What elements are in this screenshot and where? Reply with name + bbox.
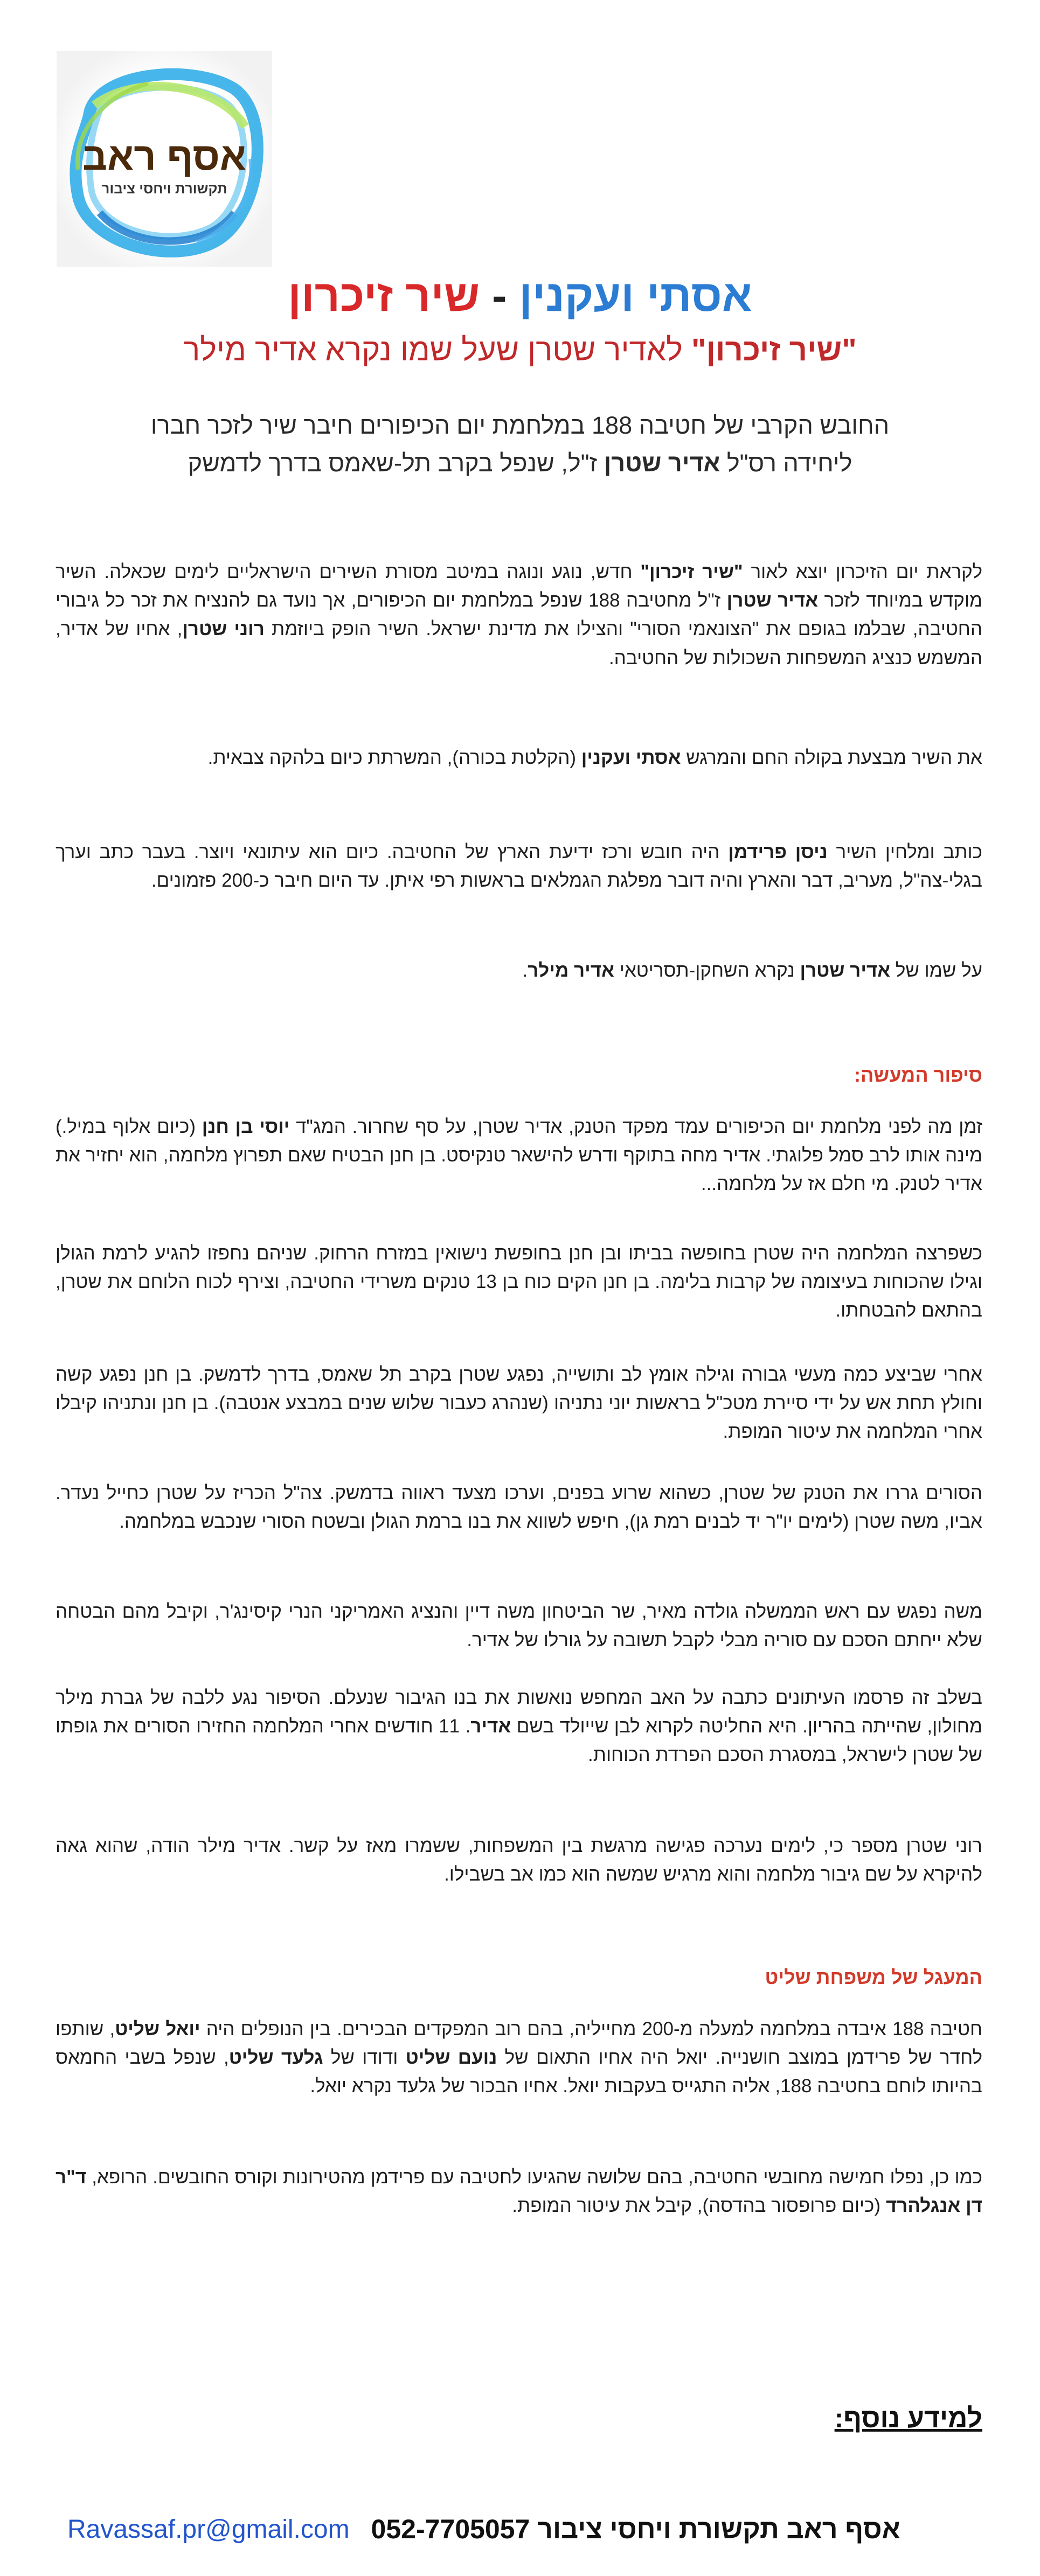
contact-email-link[interactable]: Ravassaf.pr@gmail.com xyxy=(67,2515,350,2544)
p10-text-c: . 11 חודשים אחרי המלחמה החזירו הסורים את גופתו של שטרן לישראל, במסגרת הסכם הפרדת הכוחות. xyxy=(56,1716,982,1766)
headline-song: שיר זיכרון xyxy=(288,271,480,321)
paragraph-13 xyxy=(56,2163,982,2220)
p10-text-a: בשלב זה פרסמו העיתונים כתבה על האב המחפש נואשות את בנו הגיבור שנעלם. הסיפור נגע ללבה של גברת מילר מחולון, שהייתה בהריון. היא החליטה לקרוא לבן שייולד בשם xyxy=(56,1687,982,1737)
p12-text-c: , שותפו לחדר של פרידמן במוצב חושנייה. יואל היה אחיו התאום של xyxy=(56,2018,982,2069)
p4-actor-name: אדיר מילר xyxy=(528,960,614,981)
intro-line-2-name: אדיר שטרן xyxy=(604,449,720,477)
contact-footer xyxy=(67,2508,982,2551)
p5-commander-name: יוסי בן חנן xyxy=(202,1116,290,1137)
p2-text-c: (הקלטת בכורה), המשרתת כיום בלהקה צבאית. xyxy=(207,747,577,768)
paragraph-6: כשפרצה המלחמה היה שטרן בחופשה בביתו ובן חנן בחופשת נישואין במזרח הרחוק. שניהם נחפזו להגיע לרמת הגולן וגילו שהכוחות בעיצומה של קרבות בלימה. בן חנן הקים כוח בן 13 טנקים משרידי החטיבה, וצירף לכוח הלוחם את שטרן, בהתאם להבטחתו. xyxy=(56,1243,982,1321)
p12-yoel-name: יואל שליט xyxy=(115,2018,200,2039)
paragraph-8: הסורים גררו את הטנק של שטרן, כשהוא שרוע בפנים, וערכו מצעד ראווה בדמשק. צה"ל הכריז על שטרן כחייל נעדר. אביו, משה שטרן (לימים יו"ר יד לבנים רמת גן), חיפש לשווא את בנו ברמת הגולן ובשטח הסורי שנכבש במלחמה. xyxy=(56,1482,982,1533)
p1-text-c: חדש, נוגע ונוגה במיטב מסורת השירים הישראליים לימים שכאלה. השיר מוקדש במיוחד לזכר xyxy=(56,561,983,611)
paragraph-2 xyxy=(56,743,982,772)
headline-separator: - xyxy=(491,271,507,321)
intro-summary xyxy=(59,407,981,482)
p1-fallen-name: אדיר שטרן xyxy=(726,590,819,611)
p2-text-a: את השיר מבצעת בקולה החם והמרגש xyxy=(686,747,982,768)
p5-text-c: (כיום אלוף במיל.) מינה אותו לרב סמל פלוגתי. אדיר מחה בתוקף ודרש להישאר טנקיסט. בן חנן הבטיח שאם תפרוץ מלחמה, הוא יחזיר את אדיר לטנק. מי חלם אז על מלחמה... xyxy=(56,1116,982,1195)
intro-line-2-suffix: ז"ל, שנפל בקרב תל-שאמס בדרך לדמשק xyxy=(188,449,598,477)
logo-name: אסף ראב xyxy=(82,135,246,178)
subtitle-song-name: "שיר זיכרון" xyxy=(691,332,857,367)
p13-text-a: כמו כן, נפלו חמישה מחובשי החטיבה, בהם שלושה שהגיעו לחטיבה עם פרידמן מהטירונות וקורס החובשים. הרופא, xyxy=(92,2167,982,2188)
p10-name: אדיר xyxy=(470,1716,511,1737)
p3-text-a: כותב ומלחין השיר xyxy=(836,841,982,862)
paragraph-1 xyxy=(56,558,982,672)
paragraph-3 xyxy=(56,838,982,895)
p1-producer-name: רוני שטרן xyxy=(182,618,265,640)
paragraph-4 xyxy=(56,956,982,985)
p13-text-c: (כיום פרופסור בהדסה), קיבל את עיטור המופת. xyxy=(512,2195,881,2217)
company-logo xyxy=(57,51,272,267)
paragraph-10 xyxy=(56,1683,982,1770)
p4-text-e: . xyxy=(522,960,528,981)
p2-singer-name: אסתי ועקנין xyxy=(581,747,681,768)
p5-text-a: זמן מה לפני מלחמת יום הכיפורים עמד מפקד הטנק, אדיר שטרן, על סף שחרור. המג"ד xyxy=(296,1116,982,1137)
contact-name-phone: אסף ראב תקשורת ויחסי ציבור 052-7705057 xyxy=(371,2514,900,2544)
p13-doctor-name: ד"ר דן אנגלהרד xyxy=(56,2167,982,2217)
intro-line-2 xyxy=(59,444,981,482)
more-info-heading: למידע נוסף: xyxy=(834,2403,982,2433)
paragraph-9: משה נפגש עם ראש הממשלה גולדה מאיר, שר הביטחון משה דיין והנציג האמריקני הנרי קיסינג'ר, וקיבל מהם הבטחה שלא ייחתם הסכם עם סוריה מבלי לקבל תשובה על גורלו של אדיר. xyxy=(56,1601,982,1651)
p4-text-a: על שמו של xyxy=(895,960,982,981)
p1-text-a: לקראת יום הזיכרון יוצא לאור xyxy=(751,561,983,582)
page-title xyxy=(0,272,1040,321)
p12-text-e: ודודו של xyxy=(330,2047,398,2069)
p4-text-c: נקרא השחקן-תסריטאי xyxy=(619,960,795,981)
p12-noam-name: נועם שליט xyxy=(405,2047,497,2069)
p12-gilad-name: גלעד שליט xyxy=(228,2047,323,2069)
paragraph-7: אחרי שביצע כמה מעשי גבורה וגילה אומץ לב ותושייה, נפגע שטרן בקרב תל שאמס, בדרך לדמשק. בן חנן נפגע קשה וחולץ תחת אש על ידי סיירת מטכ"ל בראשות יוני נתניהו (שנהרג כעבור שלוש שנים במבצע אנטבה). בן חנן ונתניהו קיבלו אחרי המלחמה את עיטור המופת. xyxy=(56,1364,982,1443)
p1-song-name: "שיר זיכרון" xyxy=(640,561,743,582)
headline-artist: אסתי ועקנין xyxy=(519,271,752,321)
p4-fallen-name: אדיר שטרן xyxy=(800,960,891,981)
p3-writer-name: ניסן פרידמן xyxy=(728,841,828,862)
p3-text-c: היה חובש ורכז ידיעת הארץ של החטיבה. כיום הוא עיתונאי ויוצר. בעבר כתב וערך בגלי-צה"ל, מעריב, דבר והארץ והיה דובר מפלגת הגמלאים בראשות רפי איתן. עד היום חיבר כ-200 פזמונים. xyxy=(56,841,982,892)
subtitle-rest: לאדיר שטרן שעל שמו נקרא אדיר מילר xyxy=(183,332,683,367)
family-section-title: המעגל של משפחת שליט xyxy=(765,1966,982,1988)
intro-line-1: החובש הקרבי של חטיבה 188 במלחמת יום הכיפורים חיבר שיר לזכר חברו xyxy=(150,412,890,439)
page-subtitle xyxy=(0,331,1040,369)
paragraph-11: רוני שטרן מספר כי, לימים נערכה פגישה מרגשת בין המשפחות, ששמרו מאז על קשר. אדיר מילר הודה, שהוא גאה להיקרא על שם גיבור מלחמה והוא מרגיש שמשה הוא כמו אב בשבילו. xyxy=(56,1835,982,1885)
p12-text-g: , שנפל בשבי החמאס בהיותו לוחם בחטיבה 188, אליה התגייס בעקבות יואל. אחיו הבכור של גלעד נקרא יואל. xyxy=(56,2047,982,2097)
logo-tagline: תקשורת ויחסי ציבור xyxy=(101,180,227,197)
paragraph-12 xyxy=(56,2015,982,2101)
intro-line-2-prefix: ליחידה רס"ל xyxy=(726,449,852,477)
p1-text-g: , אחיו של אדיר, המשמש כנציג המשפחות השכולות של החטיבה. xyxy=(56,618,982,669)
paragraph-5 xyxy=(56,1112,982,1199)
p12-text-a: חטיבה 188 איבדה במלחמה למעלה מ-200 מחייליה, בהם רוב המפקדים הבכירים. בין הנופלים היה xyxy=(206,2018,983,2039)
story-section-title: סיפור המעשה: xyxy=(854,1064,982,1086)
p1-text-e: ז"ל מחטיבה 188 שנפל במלחמת יום הכיפורים, אך נועד גם להנציח את זכר כל גיבורי החטיבה, שבלמו בגופם את "הצונאמי הסורי" והצילו את מדינת ישראל. השיר הופק ביוזמת xyxy=(56,590,983,640)
